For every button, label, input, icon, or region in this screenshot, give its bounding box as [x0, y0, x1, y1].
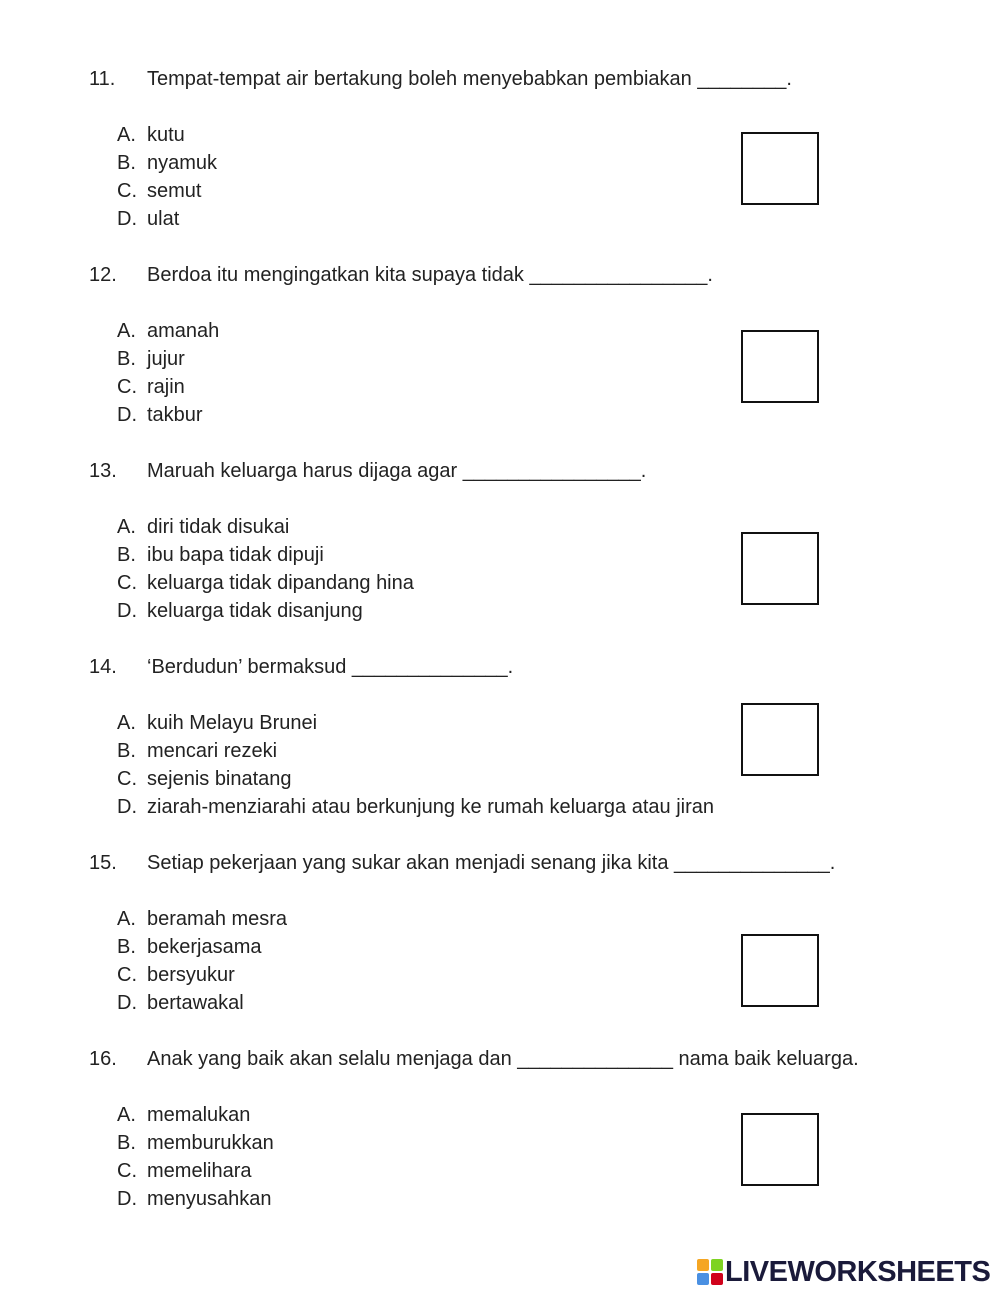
option-letter: B.: [117, 348, 136, 370]
answer-box-13[interactable]: [741, 532, 819, 605]
question-text: ‘Berdudun’ bermaksud ______________.: [147, 656, 514, 678]
option-text: memburukkan: [147, 1132, 274, 1154]
question-number: 13.: [89, 460, 117, 482]
option-letter: A.: [117, 516, 136, 538]
option-text: kuih Melayu Brunei: [147, 712, 318, 734]
option-letter: B.: [117, 152, 136, 174]
question-text: Setiap pekerjaan yang sukar akan menjadi senang jika kita ______________.: [147, 852, 836, 874]
option-text: nyamuk: [147, 152, 218, 174]
option-letter: B.: [117, 936, 136, 958]
question-text: Tempat-tempat air bertakung boleh menyebabkan pembiakan ________.: [147, 68, 792, 90]
answer-box-14[interactable]: [741, 703, 819, 776]
question-text: Maruah keluarga harus dijaga agar ________________.: [147, 460, 647, 482]
logo-square: [711, 1273, 723, 1285]
option-letter: A.: [117, 712, 136, 734]
option-letter: A.: [117, 1104, 136, 1126]
option-letter: C.: [117, 572, 137, 594]
option-text: rajin: [147, 376, 185, 398]
option-letter: C.: [117, 768, 137, 790]
question-number: 11.: [89, 68, 116, 90]
brand-name: LIVEWORKSHEETS: [725, 1256, 991, 1288]
option-text: memalukan: [147, 1104, 251, 1126]
logo-square: [697, 1273, 709, 1285]
logo-square: [697, 1259, 709, 1271]
option-letter: D.: [117, 600, 137, 622]
question-number: 12.: [89, 264, 117, 286]
answer-box-15[interactable]: [741, 934, 819, 1007]
option-letter: B.: [117, 544, 136, 566]
option-letter: B.: [117, 1132, 136, 1154]
option-text: keluarga tidak dipandang hina: [147, 572, 414, 594]
option-letter: D.: [117, 1188, 137, 1210]
option-text: sejenis binatang: [147, 768, 292, 790]
option-text: takbur: [147, 404, 203, 426]
option-letter: D.: [117, 796, 137, 818]
option-letter: D.: [117, 208, 137, 230]
option-letter: D.: [117, 992, 137, 1014]
option-text: ziarah-menziarahi atau berkunjung ke rumah keluarga atau jiran: [147, 796, 714, 818]
option-letter: D.: [117, 404, 137, 426]
answer-box-12[interactable]: [741, 330, 819, 403]
option-text: keluarga tidak disanjung: [147, 600, 363, 622]
question-number: 14.: [89, 656, 117, 678]
option-text: amanah: [147, 320, 220, 342]
option-letter: A.: [117, 908, 136, 930]
option-text: semut: [147, 180, 202, 202]
option-text: mencari rezeki: [147, 740, 278, 762]
answer-box-16[interactable]: [741, 1113, 819, 1186]
option-text: bersyukur: [147, 964, 235, 986]
option-text: ulat: [147, 208, 180, 230]
question-number: 15.: [89, 852, 117, 874]
option-text: bertawakal: [147, 992, 244, 1014]
logo-square: [711, 1259, 723, 1271]
question-text: Berdoa itu mengingatkan kita supaya tidak ________________.: [147, 264, 713, 286]
option-text: kutu: [147, 124, 185, 146]
option-text: jujur: [147, 348, 185, 370]
option-text: menyusahkan: [147, 1188, 272, 1210]
option-letter: C.: [117, 1160, 137, 1182]
option-text: beramah mesra: [147, 908, 288, 930]
option-letter: B.: [117, 740, 136, 762]
liveworksheets-brand: [697, 1252, 990, 1292]
option-text: bekerjasama: [147, 936, 262, 958]
option-text: memelihara: [147, 1160, 252, 1182]
question-number: 16.: [89, 1048, 117, 1070]
liveworksheets-logo-icon: [697, 1259, 723, 1285]
option-text: ibu bapa tidak dipuji: [147, 544, 324, 566]
option-letter: C.: [117, 180, 137, 202]
option-letter: A.: [117, 124, 136, 146]
answer-box-11[interactable]: [741, 132, 819, 205]
option-letter: A.: [117, 320, 136, 342]
question-text: Anak yang baik akan selalu menjaga dan ______________ nama baik keluarga.: [147, 1048, 859, 1070]
option-letter: C.: [117, 376, 137, 398]
option-text: diri tidak disukai: [147, 516, 290, 538]
option-letter: C.: [117, 964, 137, 986]
